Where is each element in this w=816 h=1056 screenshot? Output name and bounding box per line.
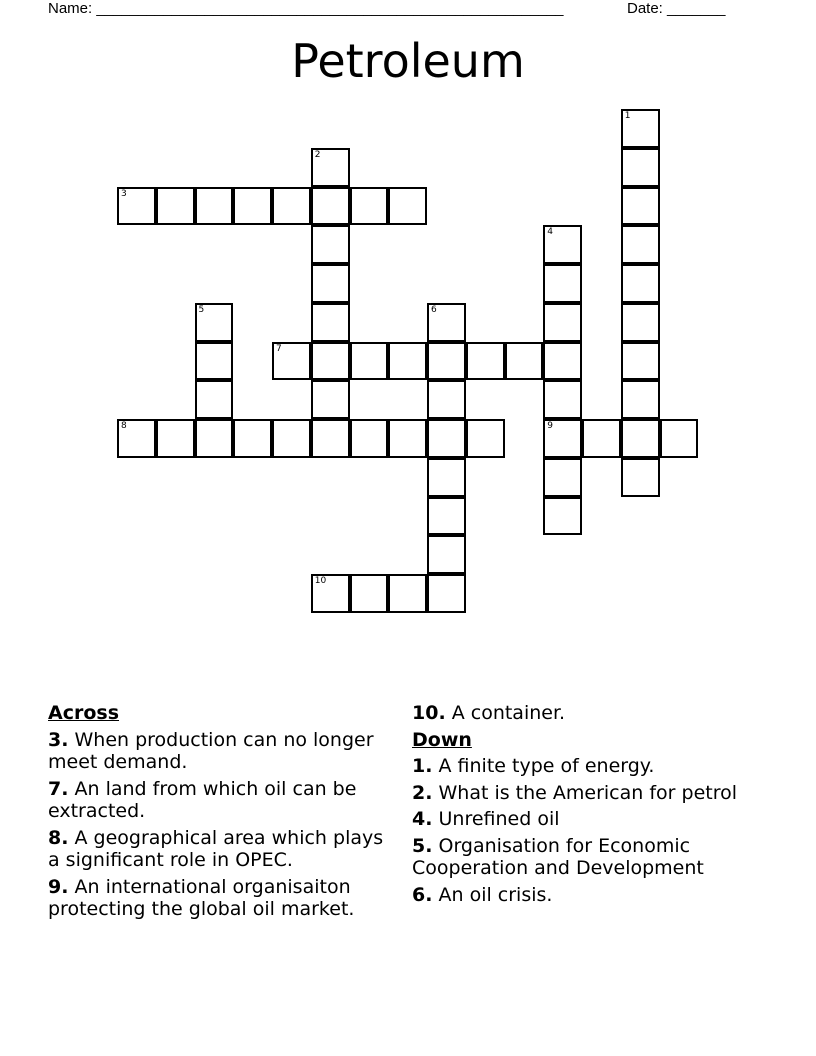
clue-down-6: 6. An oil crisis. [412, 883, 553, 906]
clue-number: 6 [431, 304, 437, 315]
grid-cell[interactable] [543, 380, 582, 419]
grid-cell[interactable] [350, 187, 389, 226]
clue-number: 9 [547, 421, 553, 431]
name-field[interactable]: Name: ________________________________________________________ [48, 0, 564, 17]
grid-cell[interactable] [543, 419, 582, 458]
grid-cell[interactable] [543, 303, 582, 342]
grid-cell[interactable] [195, 419, 234, 458]
grid-cell[interactable] [388, 574, 427, 613]
grid-cell[interactable] [466, 342, 505, 381]
clue-down-2: 2. What is the American for petrol [412, 781, 738, 804]
grid-cell[interactable] [272, 187, 311, 226]
grid-cell[interactable] [621, 342, 660, 381]
grid-cell[interactable] [427, 342, 466, 381]
grid-cell[interactable] [195, 303, 234, 342]
grid-cell[interactable] [311, 419, 350, 458]
date-field[interactable]: Date: _______ [627, 0, 726, 17]
grid-cell[interactable] [621, 225, 660, 264]
grid-cell[interactable] [311, 187, 350, 226]
grid-cell[interactable] [388, 342, 427, 381]
grid-cell[interactable] [388, 187, 427, 226]
clue-across-8: 8. A geographical area which plays a significant role in OPEC. [48, 826, 384, 871]
grid-cell[interactable] [582, 419, 621, 458]
grid-cell[interactable] [660, 419, 699, 458]
grid-cell[interactable] [621, 109, 660, 148]
grid-cell[interactable] [388, 419, 427, 458]
grid-cell[interactable] [427, 380, 466, 419]
across-clues [48, 702, 393, 925]
grid-cell[interactable] [427, 497, 466, 536]
grid-cell[interactable] [427, 419, 466, 458]
grid-cell[interactable] [156, 419, 195, 458]
grid-cell[interactable] [311, 574, 350, 613]
grid-cell[interactable] [621, 458, 660, 497]
grid-cell[interactable] [233, 419, 272, 458]
grid-cell[interactable] [350, 342, 389, 381]
grid-cell[interactable] [621, 303, 660, 342]
grid-cell[interactable] [311, 264, 350, 303]
clue-down-1: 1. A finite type of energy. [412, 755, 655, 777]
grid-cell[interactable] [195, 380, 234, 419]
grid-cell[interactable] [621, 264, 660, 303]
clue-down-5: 5. Organisation for Economic Cooperation and Development [412, 834, 704, 879]
grid-cell[interactable] [621, 187, 660, 226]
clue-number: 2 [314, 149, 321, 160]
grid-cell[interactable] [427, 574, 466, 613]
grid-cell[interactable] [272, 342, 311, 381]
page-title: Petroleum [291, 34, 525, 88]
grid-cell[interactable] [195, 187, 234, 226]
clue-number: 5 [198, 304, 205, 315]
grid-cell[interactable] [543, 225, 582, 264]
clue-number: 10 [314, 576, 327, 586]
grid-cell[interactable] [311, 303, 350, 342]
clue-number: 8 [121, 421, 127, 431]
grid-cell[interactable] [466, 419, 505, 458]
down-clues [412, 702, 752, 910]
clue-number: 4 [547, 227, 553, 238]
grid-cell[interactable] [427, 458, 466, 497]
clue-across-9: 9. An international organisaiton protecting the global oil market. [48, 875, 355, 920]
grid-cell[interactable] [272, 419, 311, 458]
grid-cell[interactable] [195, 342, 234, 381]
grid-cell[interactable] [621, 380, 660, 419]
clue-across-3: 3. When production can no longer meet demand. [48, 728, 374, 773]
grid-cell[interactable] [427, 303, 466, 342]
clue-number: 1 [624, 111, 631, 121]
grid-cell[interactable] [505, 342, 544, 381]
grid-cell[interactable] [621, 148, 660, 187]
grid-cell[interactable] [427, 535, 466, 574]
grid-cell[interactable] [543, 497, 582, 536]
grid-cell[interactable] [156, 187, 195, 226]
grid-cell[interactable] [311, 342, 350, 381]
grid-cell[interactable] [621, 419, 660, 458]
clue-down-4: 4. Unrefined oil [412, 808, 560, 830]
grid-cell[interactable] [543, 458, 582, 497]
clue-number: 7 [276, 343, 282, 354]
grid-cell[interactable] [543, 264, 582, 303]
down-heading: Down [412, 728, 472, 751]
clue-across-10: 10. A container. [412, 702, 566, 724]
grid-cell[interactable] [543, 342, 582, 381]
grid-cell[interactable] [117, 419, 156, 458]
grid-cell[interactable] [350, 419, 389, 458]
grid-cell[interactable] [311, 380, 350, 419]
clue-across-7: 7. An land from which oil can be extracted. [48, 777, 357, 822]
across-heading: Across [48, 702, 120, 724]
clue-number: 3 [121, 188, 127, 199]
grid-cell[interactable] [311, 225, 350, 264]
grid-cell[interactable] [117, 187, 156, 226]
grid-cell[interactable] [233, 187, 272, 226]
grid-cell[interactable] [350, 574, 389, 613]
grid-cell[interactable] [311, 148, 350, 187]
